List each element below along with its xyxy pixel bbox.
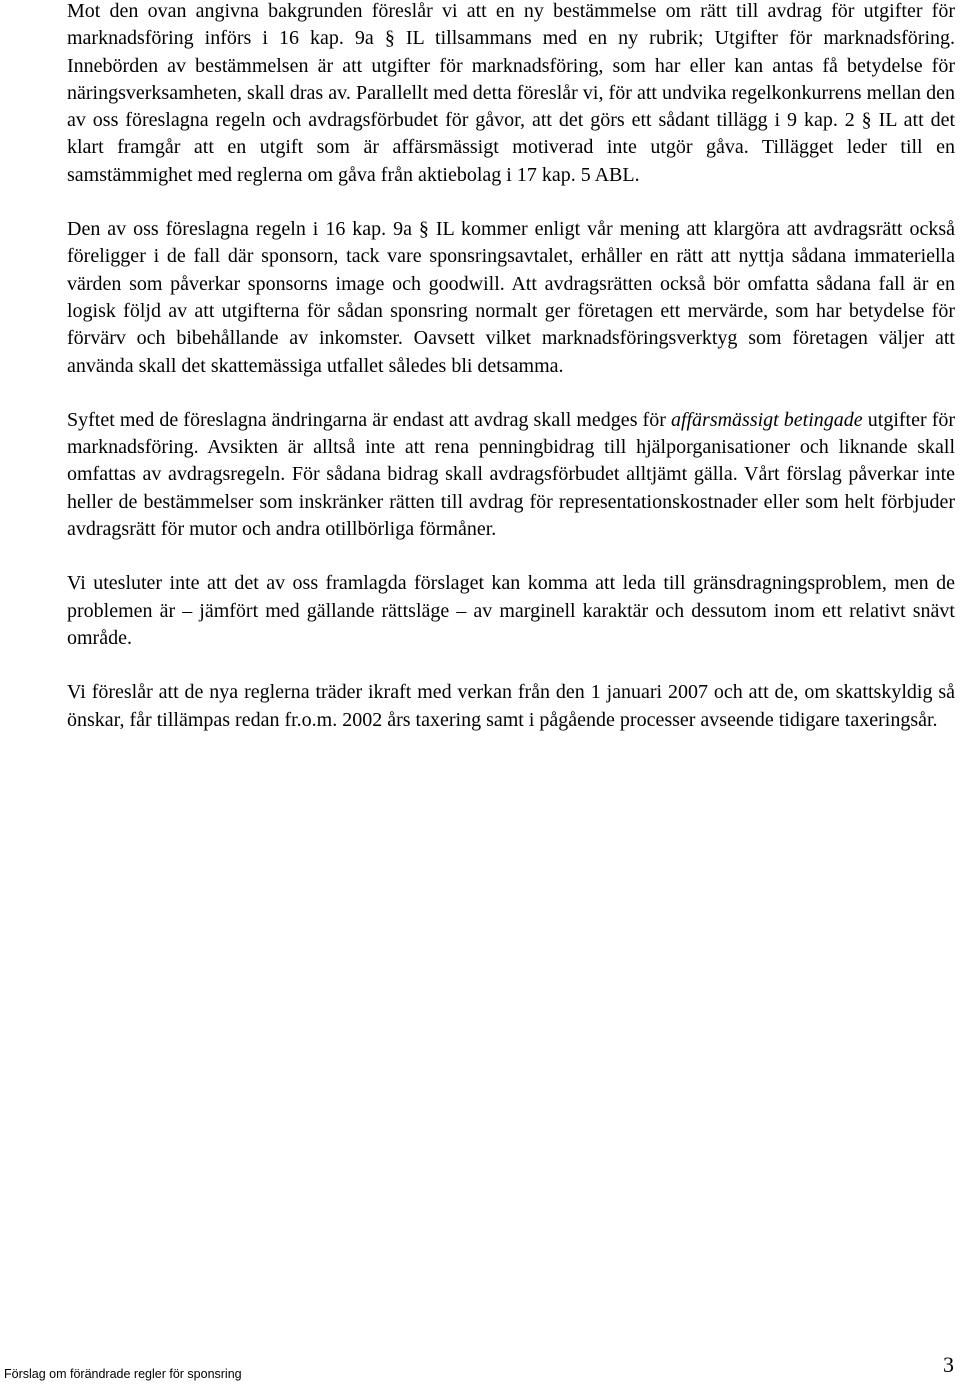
paragraph-marketing-deduction-proposal: Mot den ovan angivna bakgrunden föreslår vi att en ny bestämmelse om rätt till avdrag för utgifter för marknadsföring införs i 16 kap. 9a § IL tillsammans med en ny rubrik; Utgifter för marknadsföring. Innebörden av bestämmelsen är att utgifter för marknadsföring, som har eller kan antas få betydelse för näringsverksamheten, skall dras av. Parallellt med detta föreslår vi, för att undvika regelkonkurrens mellan den av oss föreslagna regeln och avdragsförbudet för gåvor, att det görs ett sådant tillägg i 9 kap. 2 § IL att det klart framgår att en utgift som är affärsmässigt motiverad inte utgör gåva. Tillägget leder till en samstämmighet med reglerna om gåva från aktiebolag i 17 kap. 5 ABL. <box>67 0 955 186</box>
paragraph-sponsorship-deduction: Den av oss föreslagna regeln i 16 kap. 9a § IL kommer enligt vår mening att klargöra att avdragsrätt också föreligger i de fall där sponsorn, tack vare sponsringsavtalet, erhåller en rätt att nyttja sådana immateriella värden som påverkar sponsorns image och goodwill. Att avdragsrätten också bör omfatta sådana fall är en logisk följd av att utgifterna för sådan sponsring normalt ger företagen ett mervärde, som har betydelse för förvärv och bibehållande av inkomster. Oavsett vilket marknadsföringsverktyg som företagen väljer att använda skall det skattemässiga utfallet således bli detsamma. <box>67 218 955 377</box>
paragraph-purpose-of-changes <box>67 407 955 543</box>
paragraph-boundary-problems: Vi utesluter inte att det av oss framlagda förslaget kan komma att leda till gränsdragningsproblem, men de problemen är – jämfört med gällande rättsläge – av marginell karaktär och dessutom inom ett relativt snävt område. <box>67 572 955 649</box>
page-number: 3 <box>943 1352 954 1377</box>
footer-document-title: Förslag om förändrade regler för sponsring <box>4 1367 242 1381</box>
paragraph-purpose-emphasis: affärsmässigt betingade <box>670 408 863 431</box>
document-body <box>67 0 955 761</box>
paragraph-purpose-text-before: Syftet med de föreslagna ändringarna är endast att avdrag skall medges för <box>67 408 671 431</box>
paragraph-purpose-text-after: utgifter för marknadsföring. Avsikten är alltså inte att rena penningbidrag till hjälporganisationer och liknande skall omfattas av avdragsregeln. För sådana bidrag skall avdragsförbudet alltjämt gälla. Vårt förslag påverkar inte heller de bestämmelser som inskränker rätten till avdrag för representationskostnader eller som helt förbjuder avdragsrätt för mutor och andra otillbörliga förmåner. <box>67 408 956 541</box>
paragraph-effective-date: Vi föreslår att de nya reglerna träder ikraft med verkan från den 1 januari 2007 och att de, om skattskyldig så önskar, får tillämpas redan fr.o.m. 2002 års taxering samt i pågående processer avseende tidigare taxeringsår. <box>67 681 955 731</box>
